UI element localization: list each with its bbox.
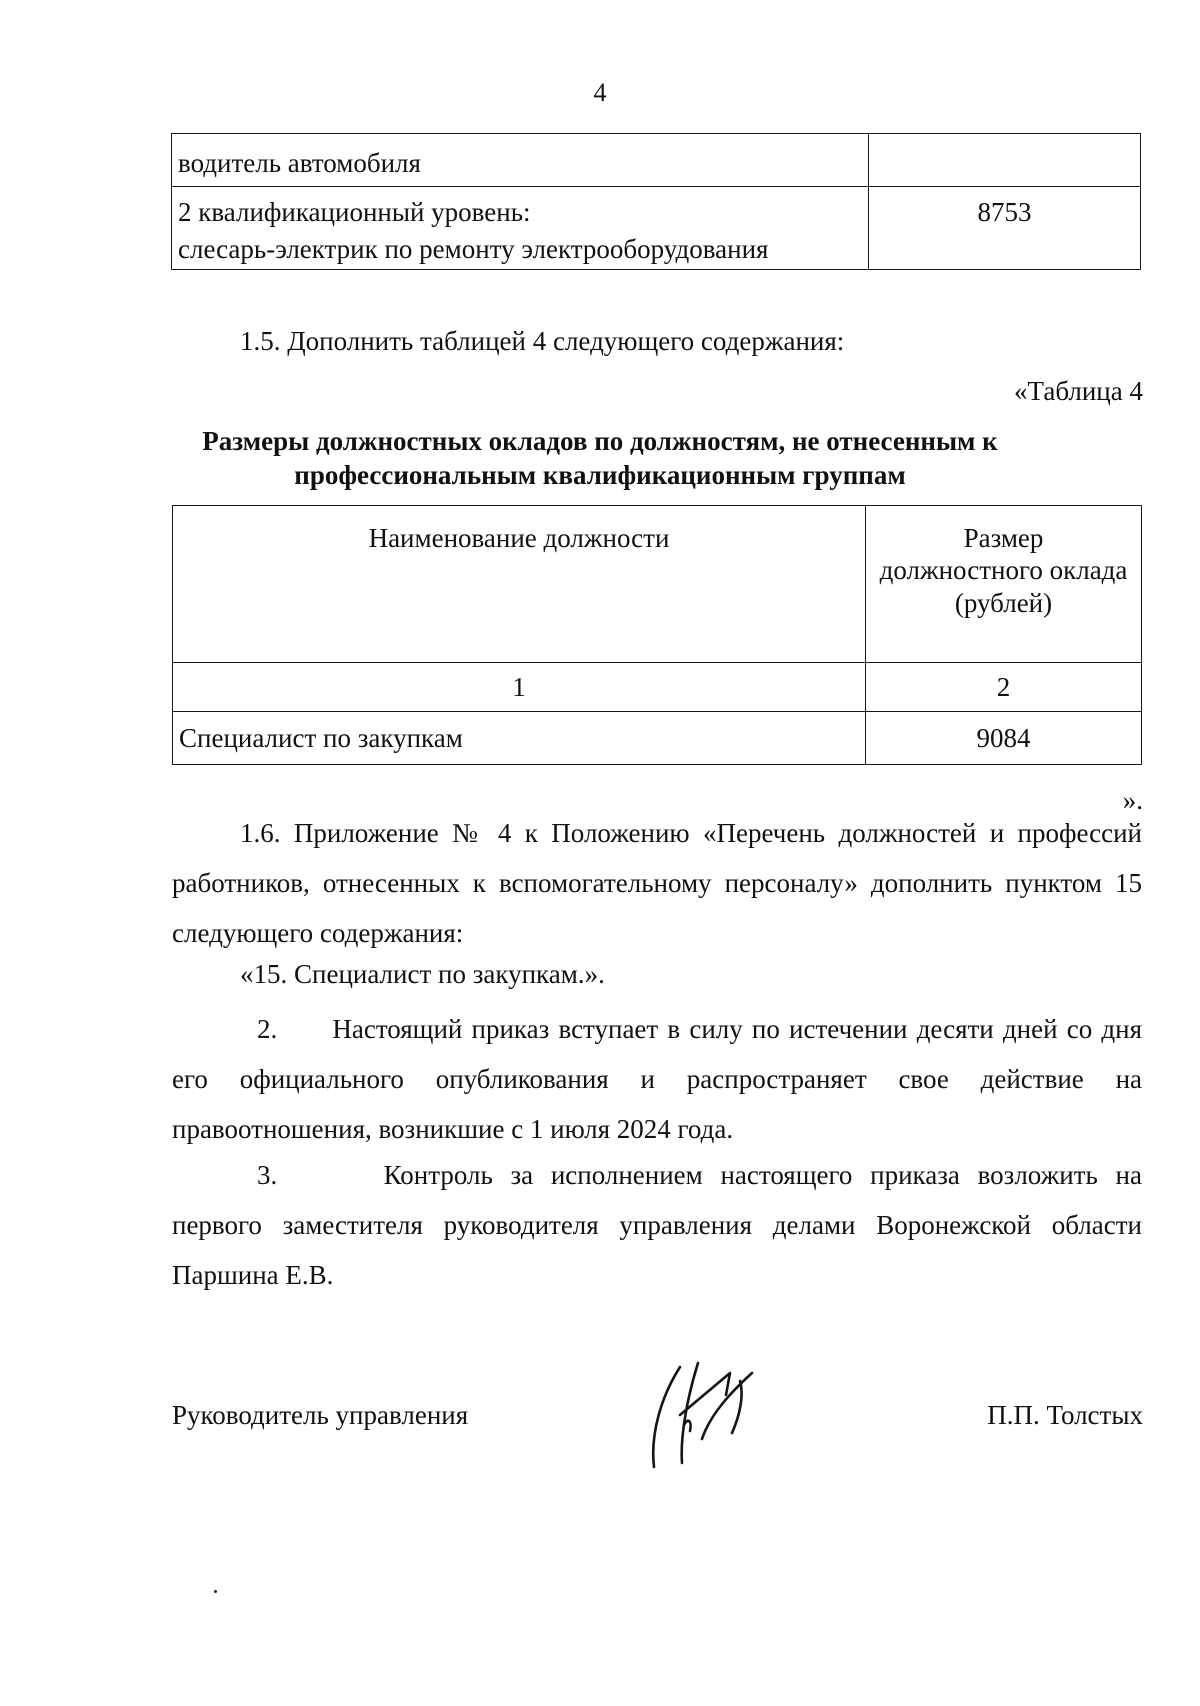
item-2 — [172, 1004, 1142, 1154]
header-salary-line2: должностного оклада — [879, 555, 1128, 586]
closing-quote: ». — [1122, 785, 1143, 815]
item-3-line3: Паршина Е.В. — [172, 1260, 334, 1290]
position-name: слесарь-электрик по ремонту электрооборудования — [178, 234, 769, 264]
qualification-level: 2 квалификационный уровень: — [178, 197, 531, 227]
salary-cell: 9084 — [866, 712, 1142, 765]
position-cell: Специалист по закупкам — [173, 712, 866, 765]
signatory-name: П.П. Толстых — [987, 1400, 1143, 1430]
column-number: 2 — [866, 663, 1142, 712]
signatory-position: Руководитель управления — [172, 1400, 469, 1430]
item-1-6-line1: 1.6. Приложение № 4 к Положению «Перечень должностей и профессий — [240, 818, 1142, 848]
salary-table-continued — [171, 133, 1141, 270]
item-3-line2: первого заместителя руководителя управления делами Воронежской области — [172, 1210, 1142, 1240]
table-heading-line1: Размеры должностных окладов по должностям, не отнесенным к — [202, 426, 998, 456]
table-heading-line2: профессиональным квалификационным группам — [294, 459, 906, 490]
item-1-5: 1.5. Дополнить таблицей 4 следующего содержания: — [240, 326, 845, 356]
page-number: 4 — [593, 78, 607, 107]
item-2-line1: 2. Настоящий приказ вступает в силу по истечении десяти дней со дня — [257, 1014, 1142, 1044]
salary-cell: 8753 — [869, 187, 1141, 270]
table-header-row — [173, 506, 1142, 663]
column-number: 1 — [173, 663, 866, 712]
header-salary-line3: (рублей) — [954, 587, 1053, 618]
item-2-line3: правоотношения, возникшие с 1 июля 2024 года. — [172, 1114, 734, 1144]
table-row — [172, 134, 1141, 187]
item-1-6-line2: работников, отнесенных к вспомогательному персоналу» дополнить пунктом 15 — [172, 868, 1142, 898]
table-row — [172, 187, 1141, 270]
table-label: «Таблица 4 — [1014, 376, 1143, 406]
item-1-6-line3: следующего содержания: — [172, 918, 464, 948]
position-cell: водитель автомобиля — [172, 134, 869, 187]
item-1-6 — [172, 808, 1142, 958]
header-salary — [866, 506, 1142, 663]
column-number-row — [173, 663, 1142, 712]
header-salary-line1: Размер — [963, 523, 1044, 553]
table-4 — [172, 505, 1142, 765]
header-position-name: Наименование должности — [173, 506, 866, 663]
item-15: «15. Специалист по закупкам.». — [240, 959, 605, 989]
salary-cell — [869, 134, 1141, 187]
item-3-line1: 3. Контроль за исполнением настоящего приказа возложить на — [257, 1160, 1142, 1190]
position-cell — [172, 187, 869, 270]
handwritten-signature — [640, 1355, 770, 1475]
item-3 — [172, 1150, 1142, 1300]
scan-speck — [214, 1590, 217, 1593]
table-row — [173, 712, 1142, 765]
item-2-line2: его официального опубликования и распространяет свое действие на — [172, 1064, 1142, 1094]
table-heading — [0, 425, 1200, 493]
